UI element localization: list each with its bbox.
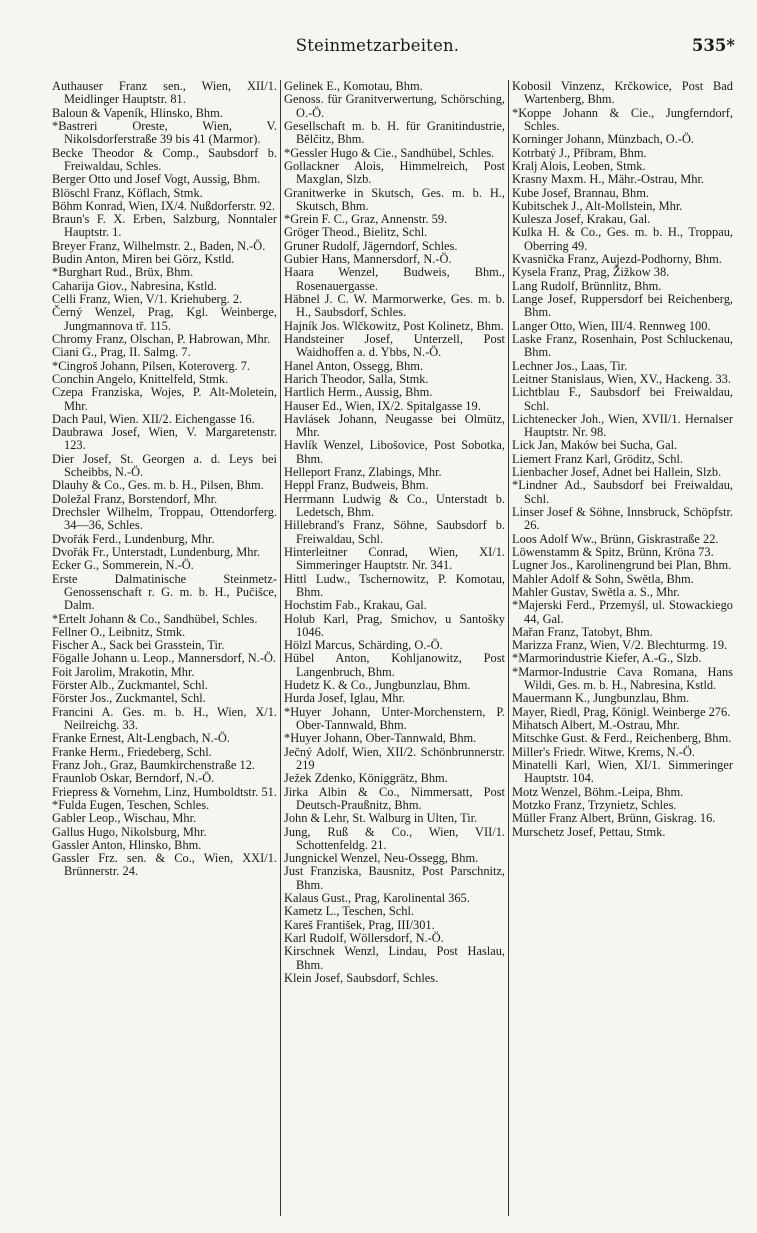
directory-entry: Caharija Giov., Nabresina, Kstld.	[52, 278, 217, 293]
directory-entry: Motzko Franz, Trzynietz, Schles.	[512, 797, 677, 812]
directory-entry: Kulka H. & Co., Ges. m. b. H., Troppau, Oberring 49.	[512, 225, 733, 253]
directory-entry: *Koppe Johann & Cie., Jungferndorf, Schles.	[512, 105, 733, 133]
directory-entry: Kvasnička Franz, Aujezd-Podhorny, Bhm.	[512, 252, 722, 267]
directory-entry: Lechner Jos., Laas, Tir.	[512, 358, 628, 373]
directory-entry: Kotrbatý J., Příbram, Bhm.	[512, 145, 647, 160]
directory-entry: *Huyer Johann, Unter-Morchenstern, P. Ober-Tannwald, Bhm.	[284, 704, 505, 732]
directory-entry: Baloun & Vapeník, Hlinsko, Bhm.	[52, 105, 223, 120]
directory-entry: Budin Anton, Miren bei Görz, Kstld.	[52, 252, 235, 267]
directory-entry: Förster Jos., Zuckmantel, Schl.	[52, 691, 206, 706]
directory-entry: Fraunlob Oskar, Berndorf, N.-Ö.	[52, 771, 215, 786]
directory-entry: Foit Jarolim, Mrakotin, Mhr.	[52, 664, 195, 679]
directory-entry: Doležal Franz, Borstendorf, Mhr.	[52, 491, 218, 506]
directory-entry: Fischer A., Sack bei Grasstein, Tir.	[52, 638, 225, 653]
directory-entry: Breyer Franz, Wilhelmstr. 2., Baden, N.-Ö.	[52, 238, 266, 253]
directory-entry: Friepress & Vornehm, Linz, Humboldtstr. 51.	[52, 784, 277, 799]
directory-entry: Hudetz K. & Co., Jungbunzlau, Bhm.	[284, 678, 471, 693]
directory-entry: Braun's F. X. Erben, Salzburg, Nonntaler Hauptstr. 1.	[52, 212, 277, 240]
directory-entry: *Burghart Rud., Brüx, Bhm.	[52, 265, 194, 280]
directory-entry: Kralj Alois, Leoben, Stmk.	[512, 158, 646, 173]
directory-entry: *Marmorindustrie Kiefer, A.-G., Slzb.	[512, 651, 702, 666]
directory-entry: Gallus Hugo, Nikolsburg, Mhr.	[52, 824, 207, 839]
directory-entry: Chromy Franz, Olschan, P. Habrowan, Mhr.	[52, 331, 271, 346]
directory-entry: Hochstim Fab., Krakau, Gal.	[284, 598, 427, 613]
directory-entry: *Bastreri Oreste, Wien, V. Nikolsdorferstraße 39 bis 41 (Marmor).	[52, 118, 277, 147]
directory-entry: Kysela Franz, Prag, Žižkow 38.	[512, 265, 670, 280]
directory-entry: Heppl Franz, Budweis, Bhm.	[284, 478, 429, 493]
directory-entry: *Gessler Hugo & Cie., Sandhübel, Schles.	[284, 145, 495, 160]
directory-entry: Lang Rudolf, Brünnlitz, Bhm.	[512, 278, 662, 293]
directory-entry: Karl Rudolf, Wöllersdorf, N.-Ö.	[284, 931, 444, 945]
directory-entry: Liemert Franz Karl, Gröditz, Schl.	[512, 451, 684, 466]
directory-entry: Hartlich Herm., Aussig, Bhm.	[284, 385, 433, 400]
page-number: 535*	[691, 36, 735, 55]
directory-entry: Czepa Franziska, Wojes, P. Alt-Moletein, Mhr.	[52, 385, 277, 413]
directory-entry: Mahler Adolf & Sohn, Swětla, Bhm.	[512, 571, 694, 586]
directory-entry: Mařan Franz, Tatobyt, Bhm.	[512, 624, 653, 639]
directory-entry: Mitschke Gust. & Ferd., Reichenberg, Bhm.	[512, 731, 732, 746]
directory-entry: Fögalle Johann u. Leop., Mannersdorf, N.-Ö.	[52, 651, 277, 666]
directory-entry: Havlík Wenzel, Libošovice, Post Sobotka, Bhm.	[284, 438, 505, 466]
directory-entry: Marizza Franz, Wien, V/2. Blechturmg. 19.	[512, 638, 728, 653]
directory-entry: Hajník Jos. Wlčkowitz, Post Kolinetz, Bhm.	[284, 318, 504, 333]
directory-entry: Hauser Ed., Wien, IX/2. Spitalgasse 19.	[284, 398, 481, 413]
directory-entry: Lugner Jos., Karolinengrund bei Plan, Bhm.	[512, 558, 732, 573]
directory-entry: John & Lehr, St. Walburg in Ulten, Tir.	[284, 811, 478, 826]
directory-entry: Becke Theodor & Comp., Saubsdorf b. Freiwaldau, Schles.	[52, 145, 277, 173]
directory-entry: Gruner Rudolf, Jägerndorf, Schles.	[284, 238, 458, 253]
directory-entry: Berger Otto und Josef Vogt, Aussig, Bhm.	[52, 172, 261, 187]
directory-entry: Daubrawa Josef, Wien, V. Margaretenstr. 123.	[52, 425, 277, 453]
column-3	[508, 80, 736, 1216]
directory-entry: *Huyer Johann, Ober-Tannwald, Bhm.	[284, 731, 477, 746]
directory-entry: Hinterleitner Conrad, Wien, XI/1. Simmeringer Hauptstr. Nr. 341.	[284, 544, 505, 573]
directory-entry: Hübel Anton, Kohljanowitz, Post Langenbruch, Bhm.	[284, 651, 505, 679]
directory-entry: *Grein F. C., Graz, Annenstr. 59.	[284, 212, 448, 227]
directory-entry: Lienbacher Josef, Adnet bei Hallein, Slzb.	[512, 465, 722, 480]
directory-entry: Ježek Zdenko, Königgrätz, Bhm.	[284, 771, 448, 786]
directory-entry: Lichtenecker Joh., Wien, XVII/1. Hernalser Hauptstr. Nr. 98.	[512, 411, 733, 440]
directory-entry: Klein Josef, Saubsdorf, Schles.	[284, 970, 439, 985]
directory-entry: Conchin Angelo, Knittelfeld, Stmk.	[52, 371, 229, 386]
directory-entry: Authauser Franz sen., Wien, XII/1. Meidlinger Hauptstr. 81.	[52, 80, 277, 107]
directory-entry: Gubier Hans, Mannersdorf, N.-Ö.	[284, 252, 452, 267]
directory-entry: *Lindner Ad., Saubsdorf bei Freiwaldau, Schl.	[512, 478, 733, 506]
directory-entry: Gesellschaft m. b. H. für Granitindustrie, Bělčitz, Bhm.	[284, 118, 505, 147]
directory-entry: Blöschl Franz, Köflach, Stmk.	[52, 185, 203, 200]
directory-entry: Minatelli Karl, Wien, XI/1. Simmeringer Hauptstr. 104.	[512, 757, 733, 786]
page-header	[20, 34, 735, 60]
directory-entry: Kube Josef, Brannau, Bhm.	[512, 185, 649, 200]
directory-entry: *Marmor-Industrie Cava Romana, Hans Wildi, Ges. m. b. H., Nabresina, Kstld.	[512, 664, 733, 693]
directory-entry: Fellner O., Leibnitz, Stmk.	[52, 624, 186, 639]
column-1	[52, 80, 280, 1216]
directory-entry: Mayer, Riedl, Prag, Königl. Weinberge 276.	[512, 704, 731, 719]
directory-entry: Hanel Anton, Ossegg, Bhm.	[284, 358, 424, 373]
directory-entry: Gassler Frz. sen. & Co., Wien, XXI/1. Brünnerstr. 24.	[52, 851, 277, 879]
running-title: Steinmetzarbeiten.	[295, 36, 460, 55]
directory-entry: Granitwerke in Skutsch, Ges. m. b. H., Skutsch, Bhm.	[284, 185, 505, 213]
directory-entry: Krasny Maxm. H., Mähr.-Ostrau, Mhr.	[512, 172, 705, 187]
directory-entry: Kalaus Gust., Prag, Karolinental 365.	[284, 891, 470, 906]
directory-entry: Franz Joh., Graz, Baumkirchenstraße 12.	[52, 757, 256, 772]
directory-entry: Franke Herm., Friedeberg, Schl.	[52, 744, 212, 759]
directory-entry: Hillebrand's Franz, Söhne, Saubsdorf b. Freiwaldau, Schl.	[284, 518, 505, 546]
directory-entry: Linser Josef & Söhne, Innsbruck, Schöpfstr. 26.	[512, 505, 733, 533]
directory-entry: Just Franziska, Bausnitz, Post Parschnitz, Bhm.	[284, 864, 505, 892]
directory-entry: Kareš František, Prag, III/301.	[284, 917, 435, 932]
directory-entry: Miller's Friedr. Witwe, Krems, N.-Ö.	[512, 744, 695, 759]
directory-entry: Hölzl Marcus, Schärding, O.-Ö.	[284, 638, 443, 653]
directory-entry: Černý Wenzel, Prag, Kgl. Weinberge, Jungmannova tř. 115.	[52, 305, 277, 333]
directory-entry: Mahler Gustav, Swětla a. S., Mhr.	[512, 584, 680, 599]
directory-entry: Dier Josef, St. Georgen a. d. Leys bei Scheibbs, N.-Ö.	[52, 451, 277, 480]
directory-entry: Ciani G., Prag, II. Salmg. 7.	[52, 345, 191, 360]
directory-entry: Drechsler Wilhelm, Troppau, Ottendorferg. 34—36, Schles.	[52, 505, 277, 533]
directory-entry: Löwenstamm & Spitz, Brünn, Kröna 73.	[512, 544, 714, 559]
directory-entry: Gassler Anton, Hlinsko, Bhm.	[52, 837, 202, 852]
directory-entry: Dlauhy & Co., Ges. m. b. H., Pilsen, Bhm.	[52, 478, 264, 493]
directory-entry: Jung, Ruß & Co., Wien, VII/1. Schottenfeldg. 21.	[284, 824, 505, 852]
directory-entry: Dach Paul, Wien. XII/2. Eichengasse 16.	[52, 411, 255, 426]
directory-entry: Hittl Ludw., Tschernowitz, P. Komotau, Bhm.	[284, 571, 505, 599]
directory-entry: Franke Ernest, Alt-Lengbach, N.-Ö.	[52, 731, 230, 746]
directory-entry: Korninger Johann, Münzbach, O.-Ö.	[512, 132, 695, 147]
directory-entry: Havlásek Johann, Neugasse bei Olmütz, Mhr.	[284, 411, 505, 440]
directory-entry: Häbnel J. C. W. Marmorwerke, Ges. m. b. H., Saubsdorf, Schles.	[284, 292, 505, 320]
directory-entry: Jungnickel Wenzel, Neu-Ossegg, Bhm.	[284, 851, 479, 866]
directory-entry: Francini A. Ges. m. b. H., Wien, X/1. Neilreichg. 33.	[52, 704, 277, 732]
directory-entry: Kulesza Josef, Krakau, Gal.	[512, 212, 651, 227]
directory-entry: Lick Jan, Maków bei Sucha, Gal.	[512, 438, 678, 453]
directory-entry: Harich Theodor, Salla, Stmk.	[284, 371, 429, 386]
directory-entry: Laske Franz, Rosenhain, Post Schluckenau, Bhm.	[512, 331, 733, 360]
directory-entry: Gollackner Alois, Himmelreich, Post Maxglan, Slzb.	[284, 158, 505, 187]
directory-entry: Mihatsch Albert, M.-Ostrau, Mhr.	[512, 718, 680, 732]
directory-entry: Kobosil Vinzenz, Krčkowice, Post Bad Wartenberg, Bhm.	[512, 80, 733, 107]
directory-entry: Kubitschek J., Alt-Mollstein, Mhr.	[512, 198, 683, 213]
directory-entry: Gelinek E., Komotau, Bhm.	[284, 80, 423, 93]
directory-entry: Genoss. für Granitverwertung, Schörsching, O.-Ö.	[284, 92, 505, 120]
directory-entry: Holub Karl, Prag, Smichov, u Santošky 1046.	[284, 611, 505, 639]
directory-entry: Müller Franz Albert, Brünn, Giskrag. 16.	[512, 811, 716, 826]
directory-entry: Böhm Konrad, Wien, IX/4. Nußdorferstr. 92.	[52, 198, 275, 213]
directory-entry: Dvořák Fr., Unterstadt, Lundenburg, Mhr.	[52, 544, 260, 559]
directory-entry: Lange Josef, Ruppersdorf bei Reichenberg, Bhm.	[512, 292, 733, 320]
directory-entry: Mauermann K., Jungbunzlau, Bhm.	[512, 691, 690, 706]
directory-entry: Förster Alb., Zuckmantel, Schl.	[52, 678, 208, 693]
directory-entry: Erste Dalmatinische Steinmetz-Genossenschaft r. G. m. b. H., Pučišce, Dalm.	[52, 571, 277, 613]
directory-entry: Celli Franz, Wien, V/1. Kriehuberg. 2.	[52, 292, 243, 306]
directory-entry: Dvořák Ferd., Lundenburg, Mhr.	[52, 531, 215, 546]
directory-entry: Gröger Theod., Bielitz, Schl.	[284, 225, 428, 240]
directory-entry: *Ertelt Johann & Co., Sandhübel, Schles.	[52, 611, 258, 626]
column-2	[280, 80, 508, 1216]
directory-entry: Lichtblau F., Saubsdorf bei Freiwaldau, Schl.	[512, 385, 733, 413]
directory-entry: Haara Wenzel, Budweis, Bhm., Rosenauergasse.	[284, 265, 505, 293]
directory-entry: Handsteiner Josef, Unterzell, Post Waidhoffen a. d. Ybbs, N.-Ö.	[284, 331, 505, 360]
directory-entry: Langer Otto, Wien, III/4. Rennweg 100.	[512, 318, 711, 333]
directory-entry: Kirschnek Wenzl, Lindau, Post Haslau, Bhm.	[284, 944, 505, 972]
directory-entry: Loos Adolf Ww., Brünn, Giskrastraße 22.	[512, 531, 719, 546]
directory-entry: Ecker G., Sommerein, N.-Ö.	[52, 558, 194, 573]
directory-entry: Jirka Albin & Co., Nimmersatt, Post Deutsch-Praußnitz, Bhm.	[284, 784, 505, 812]
directory-entry: Gabler Leop., Wischau, Mhr.	[52, 811, 197, 826]
directory-entry: Motz Wenzel, Böhm.-Leipa, Bhm.	[512, 784, 684, 799]
directory-entry: *Cingroš Johann, Pilsen, Koteroverg. 7.	[52, 358, 251, 373]
directory-entry: Kametz L., Teschen, Schl.	[284, 904, 414, 919]
directory-entry: Hurda Josef, Iglau, Mhr.	[284, 691, 406, 706]
directory-entry: Leitner Stanislaus, Wien, XV., Hackeng. 33.	[512, 371, 731, 386]
directory-entry: Helleport Franz, Zlabings, Mhr.	[284, 465, 442, 480]
directory-columns	[52, 80, 738, 1216]
directory-entry: *Fulda Eugen, Teschen, Schles.	[52, 797, 210, 812]
directory-entry: Murschetz Josef, Pettau, Stmk.	[512, 824, 666, 839]
directory-entry: Herrmann Ludwig & Co., Unterstadt b. Ledetsch, Bhm.	[284, 491, 505, 519]
directory-entry: *Majerski Ferd., Przemyśl, ul. Stowackiego 44, Gal.	[512, 598, 733, 626]
directory-entry: Ječný Adolf, Wien, XII/2. Schönbrunnerstr. 219	[284, 744, 505, 772]
